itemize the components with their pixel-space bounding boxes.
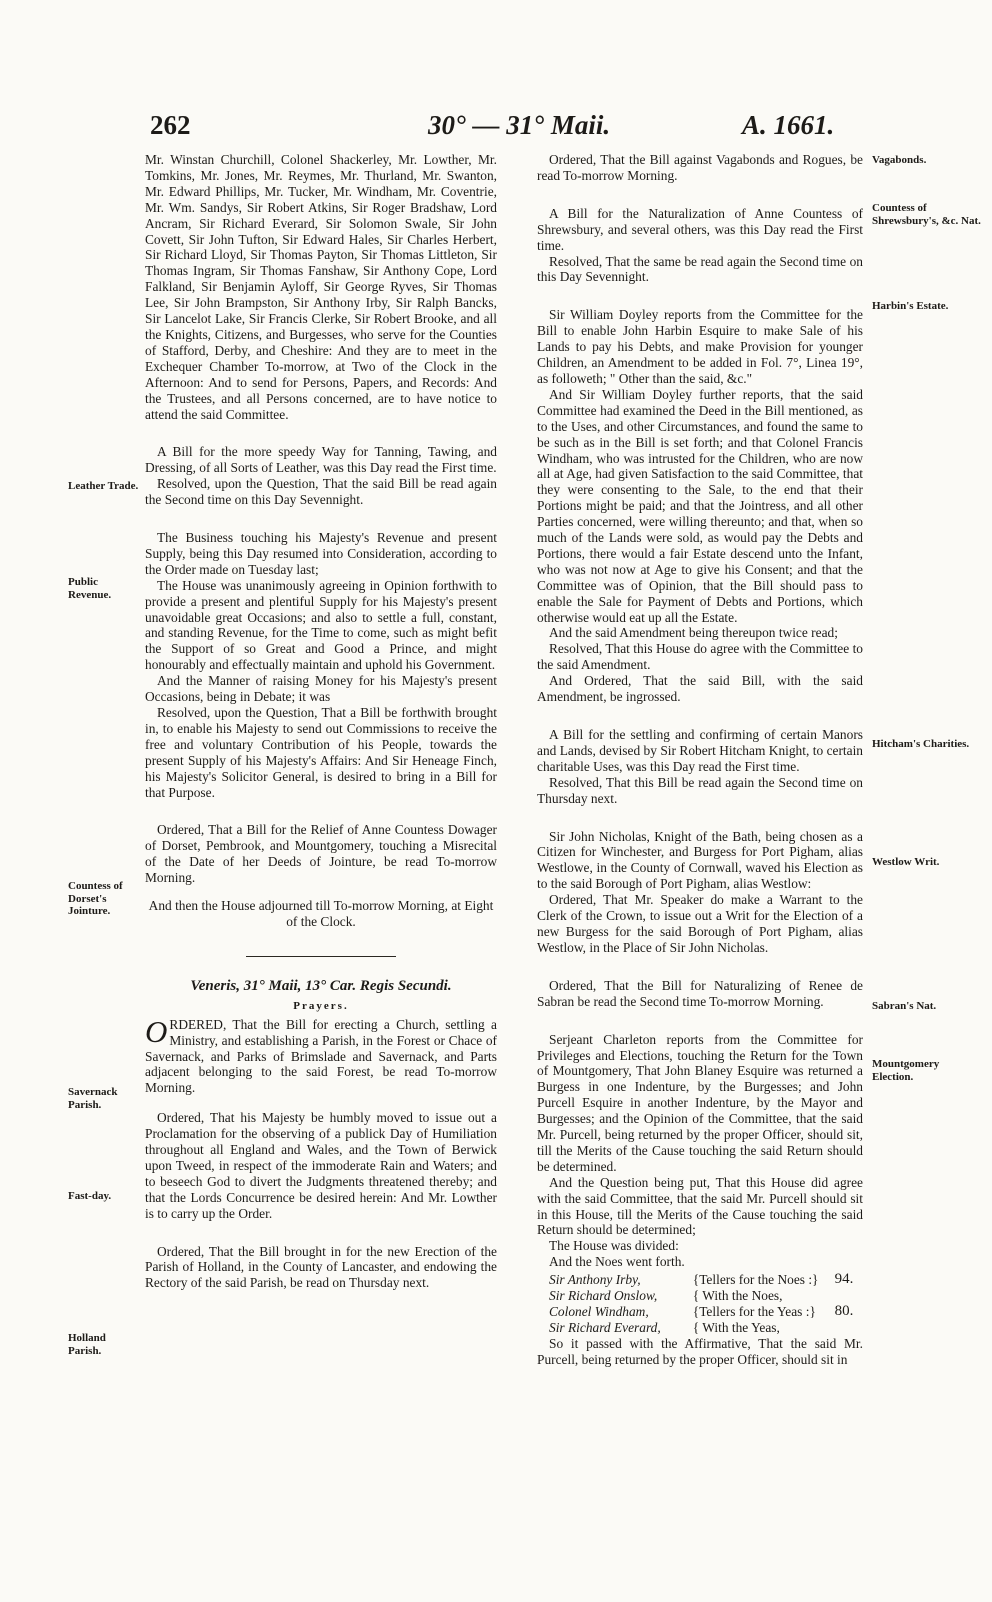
margin-note-harbin: Harbin's Estate. bbox=[872, 300, 949, 312]
fast-day-paragraph: Ordered, That his Majesty be humbly moved to issue out a Proclamation for the observing of a publick Day of Humiliation throughout all England and Wales, and the Town of Berwick upon Tweed, in respect of the immoderate Rain and Waters; and to beseech God to divert the Judgments threatened thereby; and that the Lords Concurrence be desired herein: And Mr. Lowther is to carry up the Order. bbox=[145, 1110, 497, 1221]
teller-role: {Tellers for the Noes :} bbox=[692, 1272, 819, 1288]
margin-note-shrewsbury: Countess of Shrewsbury's, &c. Nat. bbox=[872, 202, 981, 227]
ingrossed-order-paragraph: And Ordered, That the said Bill, with the said Amendment, be ingrossed. bbox=[537, 673, 863, 705]
teller-role: { With the Noes, bbox=[692, 1288, 783, 1304]
amendment-read-paragraph: And the said Amendment being thereupon twice read; bbox=[549, 625, 838, 641]
question-paragraph: And the Question being put, That this House did agree with the said Committee, that the said Mr. Purcell should sit in this House, till the Merits of the Cause touching the said Return should be determined; bbox=[537, 1174, 863, 1238]
teller-row bbox=[537, 1320, 863, 1336]
teller-role: { With the Yeas, bbox=[692, 1320, 780, 1336]
drop-capital: O bbox=[145, 1013, 168, 1049]
noes-went-forth-paragraph: And the Noes went forth. bbox=[549, 1254, 685, 1270]
harbin-report-paragraph: Sir William Doyley reports from the Committee for the Bill to enable John Harbin Esquire to make Sale of his Lands to pay his Debts, and make Provision for younger Children, an Amendment to be added in Fol. 7°, Linea 19°, as followeth; " Other than the said, &c." bbox=[537, 307, 863, 386]
amendment-resolved-paragraph: Resolved, That this House do agree with the Committee to the said Amendment. bbox=[537, 641, 863, 673]
sabran-order-paragraph: Ordered, That the Bill for Naturalizing of Renee de Sabran be read the Second time To-morrow Morning. bbox=[537, 977, 863, 1009]
prayers-heading: Prayers. bbox=[293, 999, 349, 1012]
teller-name: Colonel Windham, bbox=[549, 1304, 649, 1320]
holland-parish-paragraph: Ordered, That the Bill brought in for the new Erection of the Parish of Holland, in the County of Lancaster, and endowing the Rectory of the said Parish, be read on Thursday next. bbox=[145, 1243, 497, 1291]
teller-vote: 80. bbox=[834, 1303, 854, 1320]
margin-note-revenue: Public Revenue. bbox=[68, 576, 112, 601]
margin-note-fast-day: Fast-day. bbox=[68, 1190, 112, 1202]
header-date: 30° — 31° Maii. bbox=[428, 110, 611, 140]
teller-name: Sir Richard Onslow, bbox=[549, 1288, 658, 1304]
mountgomery-report-paragraph: Serjeant Charleton reports from the Committee for Privileges and Elections, touching the Return for the Town of Mountgomery, That John Blaney Esquire was returned a Burgess in one Indenture, by the Burgesses; and John Purcell Esquire in another Indenture, by the Mayor and Burgesses; and the Opinion of the Committee, that the said Mr. Purcell, being returned by the proper Officer, should sit, till the Merits of the Cause touching the said Return should be determined. bbox=[537, 1031, 863, 1174]
teller-row bbox=[537, 1288, 863, 1304]
revenue-paragraph: The Business touching his Majesty's Revenue and present Supply, being this Day resumed into Consideration, according to the Order made on Tuesday last; bbox=[145, 530, 497, 577]
margin-note-dorset: Countess of Dorset's Jointure. bbox=[68, 880, 123, 917]
revenue-resolved-paragraph: Resolved, upon the Question, That a Bill be forthwith brought in, to enable his Majesty to send out Commissions to receive the free and voluntary Contribution of his People, towards the present Supply of his Majesty's Affairs: And Sir Heneage Finch, his Majesty's Solicitor General, is desired to bring in a Bill for that Purpose. bbox=[145, 705, 497, 800]
left-column bbox=[145, 152, 497, 1291]
header-year: A. 1661. bbox=[742, 110, 835, 140]
running-header bbox=[0, 110, 992, 150]
right-column bbox=[537, 152, 863, 1368]
margin-note-westlow: Westlow Writ. bbox=[872, 856, 940, 868]
margin-note-vagabonds: Vagabonds. bbox=[872, 154, 927, 166]
page-number: 262 bbox=[150, 110, 191, 140]
margin-note-hitcham: Hitcham's Charities. bbox=[872, 738, 970, 750]
committee-members-paragraph: Mr. Winstan Churchill, Colonel Shackerley, Mr. Lowther, Mr. Tomkins, Mr. Jones, Mr. Reymes, Mr. Thurland, Mr. Swanton, Mr. Edward Phillips, Mr. Tucker, Mr. Windham, Mr. Coventrie, Mr. Wm. Sandys, Sir Robert Atkins, Sir Roger Bradshaw, Lord Ancram, Sir Richard Everard, Sir Solomon Swale, Sir John Covett, Sir John Tufton, Sir Edward Hales, Sir Charles Herbert, Sir Richard Lloyd, Sir Thomas Payton, Sir Thomas Littleton, Sir Thomas Ingram, Sir Thomas Fanshaw, Sir Anthony Cope, Lord Falkland, Sir Benjamin Ayloff, Sir George Ryves, Sir Thomas Lee, Sir John Brampston, Sir Anthony Irby, Sir Ralph Bancks, Sir Lancelot Lake, Sir Francis Clerke, Sir Robert Brooke, and all the Knights, Citizens, and Burgesses, who serve for the Counties of Stafford, Derby, and Cheshire: And they are to meet in the Exchequer Chamber To-morrow, at Two of the Clock in the Afternoon: And to send for Persons, Papers, and Records: And the Trustees, and all Persons concerned, are to have notice to attend the said Committee. bbox=[145, 152, 497, 422]
teller-name: Sir Anthony Irby, bbox=[549, 1272, 641, 1288]
hitcham-resolved-paragraph: Resolved, That this Bill be read again the Second time on Thursday next. bbox=[537, 774, 863, 806]
margin-note-mountgomery: Mountgomery Election. bbox=[872, 1058, 940, 1083]
harbin-further-report-paragraph: And Sir William Doyley further reports, that the said Committee had examined the Deed in the Bill mentioned, as to the Uses, and other Circumstances, and found the same to be such as in the Bill is set forth; and that Colonel Francis Windham, who was intrusted for the Children, who are now all at Age, had given Satisfaction to the said Committee, that they were consenting to the Sale, to the end that their Portions might be paid; and that the Jointress, and all other Parties concerned, were willing thereunto; and that, when so much of the Lands were sold, as would pay the Debts and Portions, there would a fair Estate descend unto the Infant, who was not now at Age to give his Consent; and that the Committee was of Opinion, that the Bill should pass to enable the Sale for Payment of Debts and Portions, which otherwise would eat up all the Estate. bbox=[537, 386, 863, 625]
division-paragraph: The House was divided: bbox=[549, 1238, 679, 1254]
adjournment-paragraph: And then the House adjourned till To-morrow Morning, at Eight of the Clock. bbox=[148, 898, 494, 929]
teller-row bbox=[537, 1272, 863, 1288]
affirmative-paragraph: So it passed with the Affirmative, That the said Mr. Purcell, being returned by the proper Officer, should sit in bbox=[537, 1336, 863, 1368]
teller-row bbox=[537, 1304, 863, 1320]
vagabonds-order-paragraph: Ordered, That the Bill against Vagabonds and Rogues, be read To-morrow Morning. bbox=[537, 152, 863, 183]
writ-order-paragraph: Ordered, That Mr. Speaker do make a Warrant to the Clerk of the Crown, to issue out a Writ for the Election of a new Burgess for the said Borough of Port Pigham, alias Westlow, in the Place of Sir John Nicholas. bbox=[537, 892, 863, 955]
hitcham-bill-paragraph: A Bill for the settling and confirming of certain Manors and Lands, devised by Sir Robert Hitcham Knight, to certain charitable Uses, was this Day read the First time. bbox=[537, 727, 863, 774]
shrewsbury-bill-paragraph: A Bill for the Naturalization of Anne Countess of Shrewsbury, and several others, was this Day read the First time. bbox=[537, 205, 863, 253]
tellers-table bbox=[537, 1272, 863, 1336]
margin-note-leather: Leather Trade. bbox=[68, 480, 139, 492]
savernack-order-paragraph: ORDERED, That the Bill for erecting a Church, settling a Ministry, and establishing a Parish, in the Forest or Chace of Savernack, and Parks of Brimslade and Savernack, and Parts adjacent belonging to the said Forest, be read To-morrow Morning. bbox=[145, 1013, 497, 1096]
leather-bill-paragraph: A Bill for the more speedy Way for Tanning, Tawing, and Dressing, of all Sorts of Leather, was this Day read the First time. bbox=[145, 444, 497, 476]
teller-vote: 94. bbox=[834, 1271, 854, 1288]
margin-note-savernack: Savernack Parish. bbox=[68, 1086, 118, 1111]
teller-name: Sir Richard Everard, bbox=[549, 1320, 661, 1336]
teller-role: {Tellers for the Yeas :} bbox=[692, 1304, 816, 1320]
debate-paragraph: And the Manner of raising Money for his Majesty's present Occasions, being in Debate; it was bbox=[145, 673, 497, 705]
section-divider bbox=[246, 956, 396, 957]
leather-resolved-paragraph: Resolved, upon the Question, That the said Bill be read again the Second time on this Day Sevennight. bbox=[145, 476, 497, 508]
nicholas-election-paragraph: Sir John Nicholas, Knight of the Bath, being chosen as a Citizen for Winchester, and Burgess for Port Pigham, alias Westlowe, in the County of Cornwall, waved his Election as to the said Borough of Port Pigham, alias Westlow: bbox=[537, 828, 863, 892]
margin-note-holland: Holland Parish. bbox=[68, 1332, 106, 1357]
shrewsbury-resolved-paragraph: Resolved, That the same be read again the Second time on this Day Sevennight. bbox=[537, 253, 863, 285]
dorset-order-paragraph: Ordered, That a Bill for the Relief of Anne Countess Dowager of Dorset, Pembrook, and Mountgomery, touching a Misrecital of the Date of her Deeds of Jointure, be read To-morrow Morning. bbox=[145, 822, 497, 886]
supply-paragraph: The House was unanimously agreeing in Opinion forthwith to provide a present and plentiful Supply for his Majesty's present unavoidable great Occasions; and also to settle a full, constant, and standing Revenue, for the Time to come, such as might befit the Support of so Great and Good a Prince, and might honourably and effectually maintain and uphold his Government. bbox=[145, 577, 497, 673]
day-heading: Veneris, 31° Maii, 13° Car. Regis Secundi. bbox=[190, 977, 452, 994]
margin-note-sabran: Sabran's Nat. bbox=[872, 1000, 937, 1012]
